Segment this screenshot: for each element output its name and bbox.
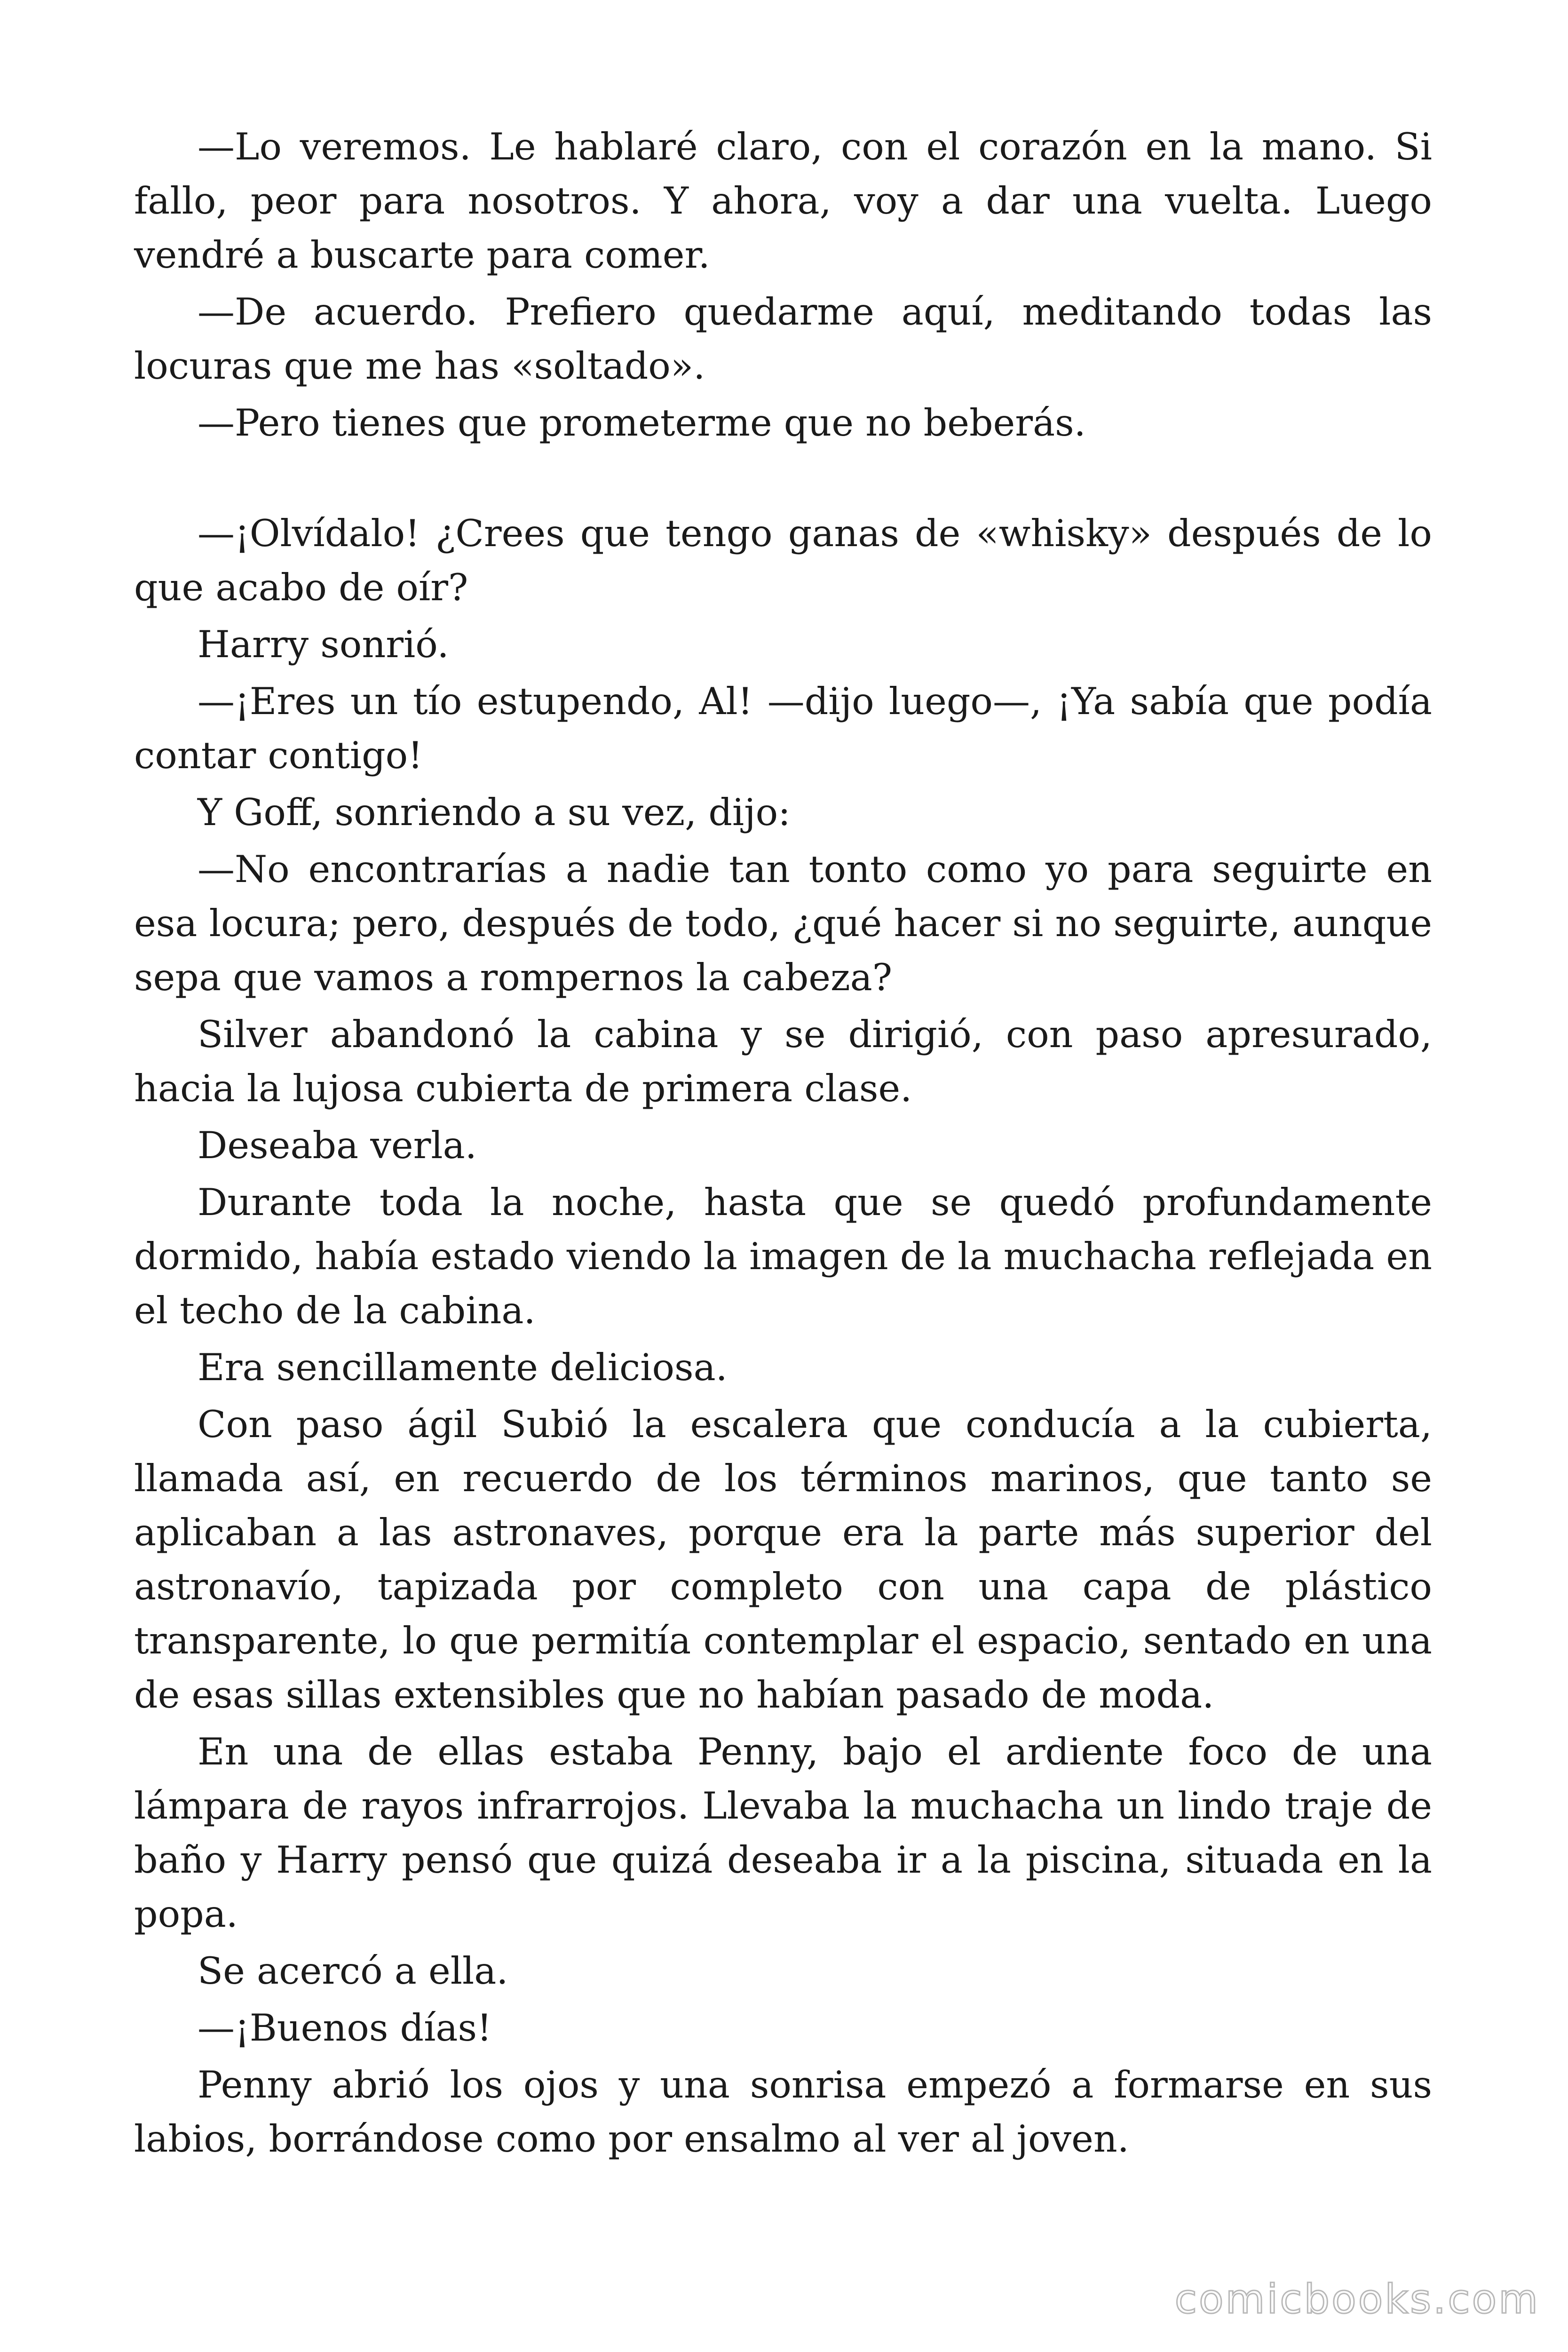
paragraph: —Lo veremos. Le hablaré claro, con el corazón en la mano. Si fallo, peor para nosotros. Y ahora, voy a dar una vuelta. Luego vendré a buscarte para comer. <box>134 125 1432 277</box>
paragraph: Se acercó a ella. <box>198 1949 508 1993</box>
paragraph: Silver abandonó la cabina y se dirigió, con paso apresurado, hacia la lujosa cubierta de primera clase. <box>134 1013 1432 1110</box>
watermark: comicbooks.com <box>1174 2276 1540 2323</box>
paragraph: Y Goff, sonriendo a su vez, dijo: <box>198 791 791 834</box>
paragraph: —De acuerdo. Prefiero quedarme aquí, meditando todas las locuras que me has «soltado». <box>134 290 1432 388</box>
page-text <box>134 120 1432 2169</box>
paragraph: Harry sonrió. <box>198 623 449 666</box>
paragraph: En una de ellas estaba Penny, bajo el ardiente foco de una lámpara de rayos infrarrojos. Llevaba la muchacha un lindo traje de baño y Harry pensó que quizá deseaba ir a la piscina, situada en la popa. <box>134 1730 1432 1936</box>
paragraph: Deseaba verla. <box>198 1124 477 1167</box>
paragraph: —¡Eres un tío estupendo, Al! —dijo luego—, ¡Ya sabía que podía contar contigo! <box>134 680 1432 777</box>
paragraph: —No encontrarías a nadie tan tonto como yo para seguirte en esa locura; pero, después de todo, ¿qué hacer si no seguirte, aunque sepa que vamos a rompernos la cabeza? <box>134 848 1432 999</box>
paragraph: —¡Buenos días! <box>198 2006 492 2050</box>
paragraph: Era sencillamente deliciosa. <box>198 1346 728 1389</box>
paragraph: Durante toda la noche, hasta que se quedó profundamente dormido, había estado viendo la imagen de la muchacha reflejada en el techo de la cabina. <box>134 1181 1432 1332</box>
paragraph: —¡Olvídalo! ¿Crees que tengo ganas de «whisky» después de lo que acabo de oír? <box>134 512 1432 609</box>
paragraph: Penny abrió los ojos y una sonrisa empezó a formarse en sus labios, borrándose como por ensalmo al ver al joven. <box>134 2063 1432 2161</box>
paragraph: Con paso ágil Subió la escalera que conducía a la cubierta, llamada así, en recuerdo de los términos marinos, que tanto se aplicaban a las astronaves, porque era la parte más superior del astronavío, tapizada por completo con una capa de plástico transparente, lo que permitía contemplar el espacio, sentado en una de esas sillas extensibles que no habían pasado de moda. <box>134 1403 1432 1716</box>
paragraph: —Pero tienes que prometerme que no beberás. <box>198 401 1086 445</box>
